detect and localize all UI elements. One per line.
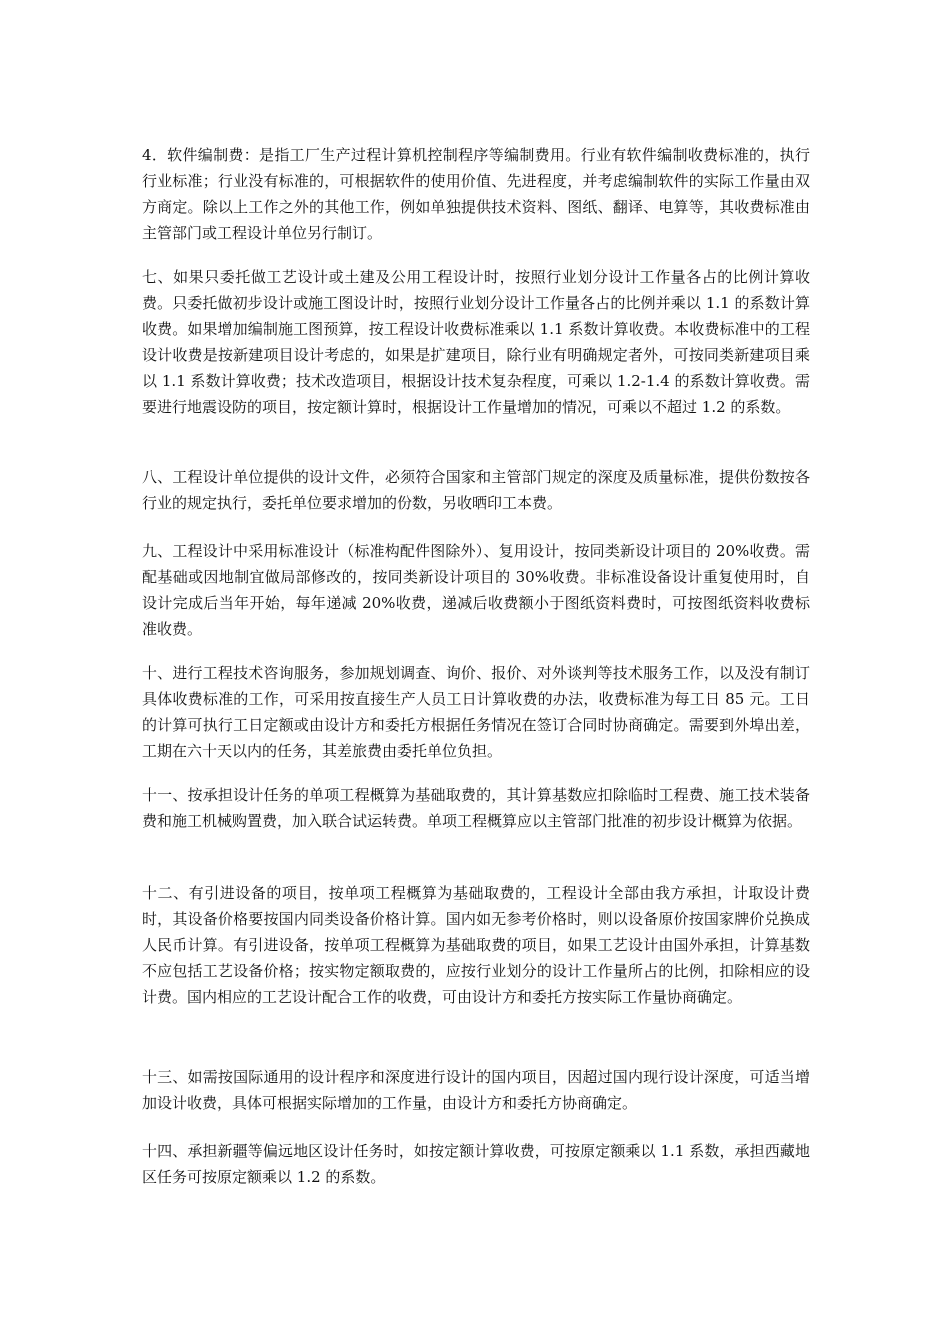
paragraph-11: 十一、按承担设计任务的单项工程概算为基础取费的，其计算基数应扣除临时工程费、施工技术装备费和施工机械购置费，加入联合试运转费。单项工程概算应以主管部门批准的初步设计概算为依据。 xyxy=(142,786,810,830)
paragraph-7: 七、如果只委托做工艺设计或土建及公用工程设计时，按照行业划分设计工作量各占的比例计算收费。只委托做初步设计或施工图设计时，按照行业划分设计工作量各占的比例并乘以 1.1 的系数计算收费。如果增加编制施工图预算，按工程设计收费标准乘以 1.1 系数计算收费。本收费标准中的工程设计收费是按新建项目设计考虑的，如果是扩建项目，除行业有明确规定者外，可按同类新建项目乘以 1.1 系数计算收费；技术改造项目，根据设计技术复杂程度，可乘以 1.2-1.4 的系数计算收费。需要进行地震设防的项目，按定额计算时，根据设计工作量增加的情况，可乘以不超过 1.2 的系数。 xyxy=(142,268,810,416)
paragraph-software-fee: 4．软件编制费：是指工厂生产过程计算机控制程序等编制费用。行业有软件编制收费标准的，执行行业标准；行业没有标准的，可根据软件的使用价值、先进程度，并考虑编制软件的实际工作量由双方商定。除以上工作之外的其他工作，例如单独提供技术资料、图纸、翻译、电算等，其收费标准由主管部门或工程设计单位另行制订。 xyxy=(142,146,810,242)
paragraph-8: 八、工程设计单位提供的设计文件，必须符合国家和主管部门规定的深度及质量标准，提供份数按各行业的规定执行，委托单位要求增加的份数，另收晒印工本费。 xyxy=(142,468,810,512)
paragraph-14: 十四、承担新疆等偏远地区设计任务时，如按定额计算收费，可按原定额乘以 1.1 系数，承担西藏地区任务可按原定额乘以 1.2 的系数。 xyxy=(142,1142,810,1186)
paragraph-9: 九、工程设计中采用标准设计（标准构配件图除外）、复用设计，按同类新设计项目的 20%收费。需配基础或因地制宜做局部修改的，按同类新设计项目的 30%收费。非标准设备设计重复使用时，自设计完成后当年开始，每年递减 20%收费，递减后收费额小于图纸资料费时，可按图纸资料收费标准收费。 xyxy=(142,542,810,638)
paragraph-10: 十、进行工程技术咨询服务，参加规划调查、询价、报价、对外谈判等技术服务工作，以及没有制订具体收费标准的工作，可采用按直接生产人员工日计算收费的办法，收费标准为每工日 85 元。工日的计算可执行工日定额或由设计方和委托方根据任务情况在签订合同时协商确定。需要到外埠出差，工期在六十天以内的任务，其差旅费由委托单位负担。 xyxy=(142,664,810,760)
paragraph-12: 十二、有引进设备的项目，按单项工程概算为基础取费的，工程设计全部由我方承担，计取设计费时，其设备价格要按国内同类设备价格计算。国内如无参考价格时，则以设备原价按国家牌价兑换成人民币计算。有引进设备，按单项工程概算为基础取费的项目，如果工艺设计由国外承担，计算基数不应包括工艺设备价格；按实物定额取费的，应按行业划分的设计工作量所占的比例，扣除相应的设计费。国内相应的工艺设计配合工作的收费，可由设计方和委托方按实际工作量协商确定。 xyxy=(142,884,810,1006)
paragraph-13: 十三、如需按国际通用的设计程序和深度进行设计的国内项目，因超过国内现行设计深度，可适当增加设计收费，具体可根据实际增加的工作量，由设计方和委托方协商确定。 xyxy=(142,1068,810,1112)
